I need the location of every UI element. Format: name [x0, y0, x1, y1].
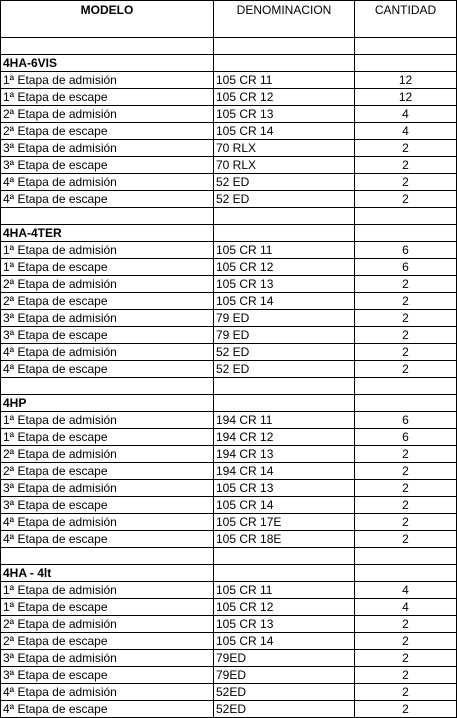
- model-group-row: [1, 225, 457, 242]
- spacer-cell: [355, 548, 457, 565]
- denominacion-cell: 70 RLX: [214, 157, 355, 174]
- cantidad-cell: 6: [355, 242, 457, 259]
- spacer-cell: [1, 378, 214, 395]
- denominacion-cell: 52ED: [214, 684, 355, 701]
- cantidad-cell: 4: [355, 106, 457, 123]
- table-row: [1, 412, 457, 429]
- denominacion-cell: 52 ED: [214, 174, 355, 191]
- stage-cell: 4ª Etapa de escape: [1, 361, 214, 378]
- spacer-row: [1, 38, 457, 55]
- spacer-cell: [214, 38, 355, 55]
- denominacion-cell: 105 CR 12: [214, 259, 355, 276]
- cantidad-cell: 2: [355, 140, 457, 157]
- denominacion-cell: 105 CR 14: [214, 497, 355, 514]
- spacer-cell: [214, 548, 355, 565]
- denominacion-cell: 52 ED: [214, 344, 355, 361]
- spacer-cell: [214, 378, 355, 395]
- model-group-title: 4HA - 4lt: [1, 565, 214, 582]
- cantidad-cell: 2: [355, 616, 457, 633]
- denominacion-cell: 194 CR 11: [214, 412, 355, 429]
- stage-cell: 1ª Etapa de admisión: [1, 582, 214, 599]
- cantidad-cell: 2: [355, 650, 457, 667]
- table-row: [1, 344, 457, 361]
- table-row: [1, 650, 457, 667]
- cantidad-cell: 2: [355, 633, 457, 650]
- stage-cell: 4ª Etapa de admisión: [1, 174, 214, 191]
- spacer-cell: [1, 38, 214, 55]
- cantidad-cell: 12: [355, 89, 457, 106]
- cantidad-cell: 2: [355, 191, 457, 208]
- table-row: [1, 106, 457, 123]
- denominacion-cell: 105 CR 13: [214, 480, 355, 497]
- cantidad-cell: 2: [355, 361, 457, 378]
- denominacion-cell: 79 ED: [214, 327, 355, 344]
- table-row: [1, 446, 457, 463]
- empty-cell: [355, 55, 457, 72]
- empty-cell: [355, 395, 457, 412]
- denominacion-cell: 79 ED: [214, 310, 355, 327]
- table-row: [1, 327, 457, 344]
- model-group-row: [1, 565, 457, 582]
- denominacion-cell: 70 RLX: [214, 140, 355, 157]
- cantidad-cell: 2: [355, 701, 457, 718]
- stage-cell: 4ª Etapa de admisión: [1, 684, 214, 701]
- table-row: [1, 89, 457, 106]
- denominacion-cell: 105 CR 11: [214, 72, 355, 89]
- denominacion-cell: 105 CR 11: [214, 582, 355, 599]
- cantidad-cell: 4: [355, 123, 457, 140]
- table-row: [1, 361, 457, 378]
- table-row: [1, 174, 457, 191]
- stage-cell: 3ª Etapa de admisión: [1, 480, 214, 497]
- stage-cell: 2ª Etapa de escape: [1, 463, 214, 480]
- stage-cell: 1ª Etapa de escape: [1, 429, 214, 446]
- spacer-cell: [355, 378, 457, 395]
- denominacion-cell: 79ED: [214, 650, 355, 667]
- header-cantidad: CANTIDAD: [355, 1, 457, 38]
- table-row: [1, 582, 457, 599]
- denominacion-cell: 194 CR 14: [214, 463, 355, 480]
- cantidad-cell: 2: [355, 293, 457, 310]
- table-row: [1, 616, 457, 633]
- stage-cell: 2ª Etapa de escape: [1, 123, 214, 140]
- model-group-row: [1, 55, 457, 72]
- spacer-cell: [214, 208, 355, 225]
- empty-cell: [214, 395, 355, 412]
- model-group-title: 4HA-4TER: [1, 225, 214, 242]
- table-row: [1, 633, 457, 650]
- denominacion-cell: 194 CR 13: [214, 446, 355, 463]
- cantidad-cell: 2: [355, 667, 457, 684]
- table-row: [1, 157, 457, 174]
- cantidad-cell: 2: [355, 446, 457, 463]
- cantidad-cell: 2: [355, 310, 457, 327]
- table-row: [1, 684, 457, 701]
- cantidad-cell: 4: [355, 599, 457, 616]
- table-row: [1, 667, 457, 684]
- table-row: [1, 514, 457, 531]
- stage-cell: 1ª Etapa de escape: [1, 599, 214, 616]
- table-row: [1, 480, 457, 497]
- stage-cell: 2ª Etapa de escape: [1, 293, 214, 310]
- stage-cell: 3ª Etapa de escape: [1, 157, 214, 174]
- model-group-title: 4HP: [1, 395, 214, 412]
- cantidad-cell: 6: [355, 429, 457, 446]
- stage-cell: 1ª Etapa de escape: [1, 89, 214, 106]
- spacer-cell: [1, 208, 214, 225]
- table-row: [1, 140, 457, 157]
- model-group-row: [1, 395, 457, 412]
- stage-cell: 3ª Etapa de escape: [1, 497, 214, 514]
- table-row: [1, 531, 457, 548]
- cantidad-cell: 2: [355, 157, 457, 174]
- denominacion-cell: 105 CR 13: [214, 106, 355, 123]
- empty-cell: [355, 225, 457, 242]
- denominacion-cell: 105 CR 17E: [214, 514, 355, 531]
- stage-cell: 2ª Etapa de escape: [1, 633, 214, 650]
- denominacion-cell: 105 CR 12: [214, 89, 355, 106]
- cantidad-cell: 2: [355, 276, 457, 293]
- stage-cell: 1ª Etapa de admisión: [1, 412, 214, 429]
- empty-cell: [355, 565, 457, 582]
- stage-cell: 2ª Etapa de admisión: [1, 276, 214, 293]
- spacer-cell: [355, 38, 457, 55]
- cantidad-cell: 2: [355, 327, 457, 344]
- denominacion-cell: 105 CR 14: [214, 633, 355, 650]
- denominacion-cell: 79ED: [214, 667, 355, 684]
- cantidad-cell: 2: [355, 344, 457, 361]
- cantidad-cell: 6: [355, 259, 457, 276]
- empty-cell: [214, 225, 355, 242]
- table-row: [1, 429, 457, 446]
- table-row: [1, 293, 457, 310]
- table-row: [1, 497, 457, 514]
- model-group-title: 4HA-6VIS: [1, 55, 214, 72]
- cantidad-cell: 2: [355, 684, 457, 701]
- stage-cell: 1ª Etapa de admisión: [1, 72, 214, 89]
- table-row: [1, 242, 457, 259]
- denominacion-cell: 52ED: [214, 701, 355, 718]
- empty-cell: [214, 55, 355, 72]
- denominacion-cell: 52 ED: [214, 361, 355, 378]
- stage-cell: 3ª Etapa de admisión: [1, 310, 214, 327]
- cantidad-cell: 2: [355, 174, 457, 191]
- cantidad-cell: 2: [355, 531, 457, 548]
- spacer-cell: [355, 208, 457, 225]
- denominacion-cell: 194 CR 12: [214, 429, 355, 446]
- table-row: [1, 463, 457, 480]
- stage-cell: 2ª Etapa de admisión: [1, 106, 214, 123]
- header-model: MODELO: [1, 1, 214, 38]
- table-row: [1, 191, 457, 208]
- stage-cell: 2ª Etapa de admisión: [1, 616, 214, 633]
- stage-cell: 1ª Etapa de admisión: [1, 242, 214, 259]
- stage-cell: 1ª Etapa de escape: [1, 259, 214, 276]
- cantidad-cell: 4: [355, 582, 457, 599]
- table-row: [1, 701, 457, 718]
- denominacion-cell: 105 CR 18E: [214, 531, 355, 548]
- table-row: [1, 276, 457, 293]
- spacer-row: [1, 208, 457, 225]
- table-row: [1, 123, 457, 140]
- denominacion-cell: 105 CR 13: [214, 616, 355, 633]
- table-row: [1, 259, 457, 276]
- cantidad-cell: 6: [355, 412, 457, 429]
- denominacion-cell: 105 CR 14: [214, 293, 355, 310]
- cantidad-cell: 2: [355, 463, 457, 480]
- cantidad-cell: 2: [355, 480, 457, 497]
- header-denominacion: DENOMINACION: [214, 1, 355, 38]
- spacer-row: [1, 548, 457, 565]
- stage-cell: 3ª Etapa de admisión: [1, 650, 214, 667]
- cantidad-cell: 2: [355, 514, 457, 531]
- denominacion-cell: 105 CR 13: [214, 276, 355, 293]
- stage-cell: 3ª Etapa de escape: [1, 667, 214, 684]
- stage-cell: 2ª Etapa de admisión: [1, 446, 214, 463]
- denominacion-cell: 105 CR 12: [214, 599, 355, 616]
- denominacion-cell: 105 CR 14: [214, 123, 355, 140]
- stage-cell: 4ª Etapa de admisión: [1, 514, 214, 531]
- stage-cell: 4ª Etapa de escape: [1, 191, 214, 208]
- denominacion-cell: 105 CR 11: [214, 242, 355, 259]
- header-row: [1, 1, 457, 38]
- cantidad-cell: 12: [355, 72, 457, 89]
- cantidad-cell: 2: [355, 497, 457, 514]
- stage-cell: 3ª Etapa de admisión: [1, 140, 214, 157]
- spacer-cell: [1, 548, 214, 565]
- table-row: [1, 310, 457, 327]
- stage-cell: 4ª Etapa de admisión: [1, 344, 214, 361]
- table-row: [1, 599, 457, 616]
- denominacion-cell: 52 ED: [214, 191, 355, 208]
- spacer-row: [1, 378, 457, 395]
- stage-cell: 4ª Etapa de escape: [1, 531, 214, 548]
- stage-cell: 4ª Etapa de escape: [1, 701, 214, 718]
- empty-cell: [214, 565, 355, 582]
- stage-cell: 3ª Etapa de escape: [1, 327, 214, 344]
- parts-table-body: [1, 1, 457, 718]
- table-row: [1, 72, 457, 89]
